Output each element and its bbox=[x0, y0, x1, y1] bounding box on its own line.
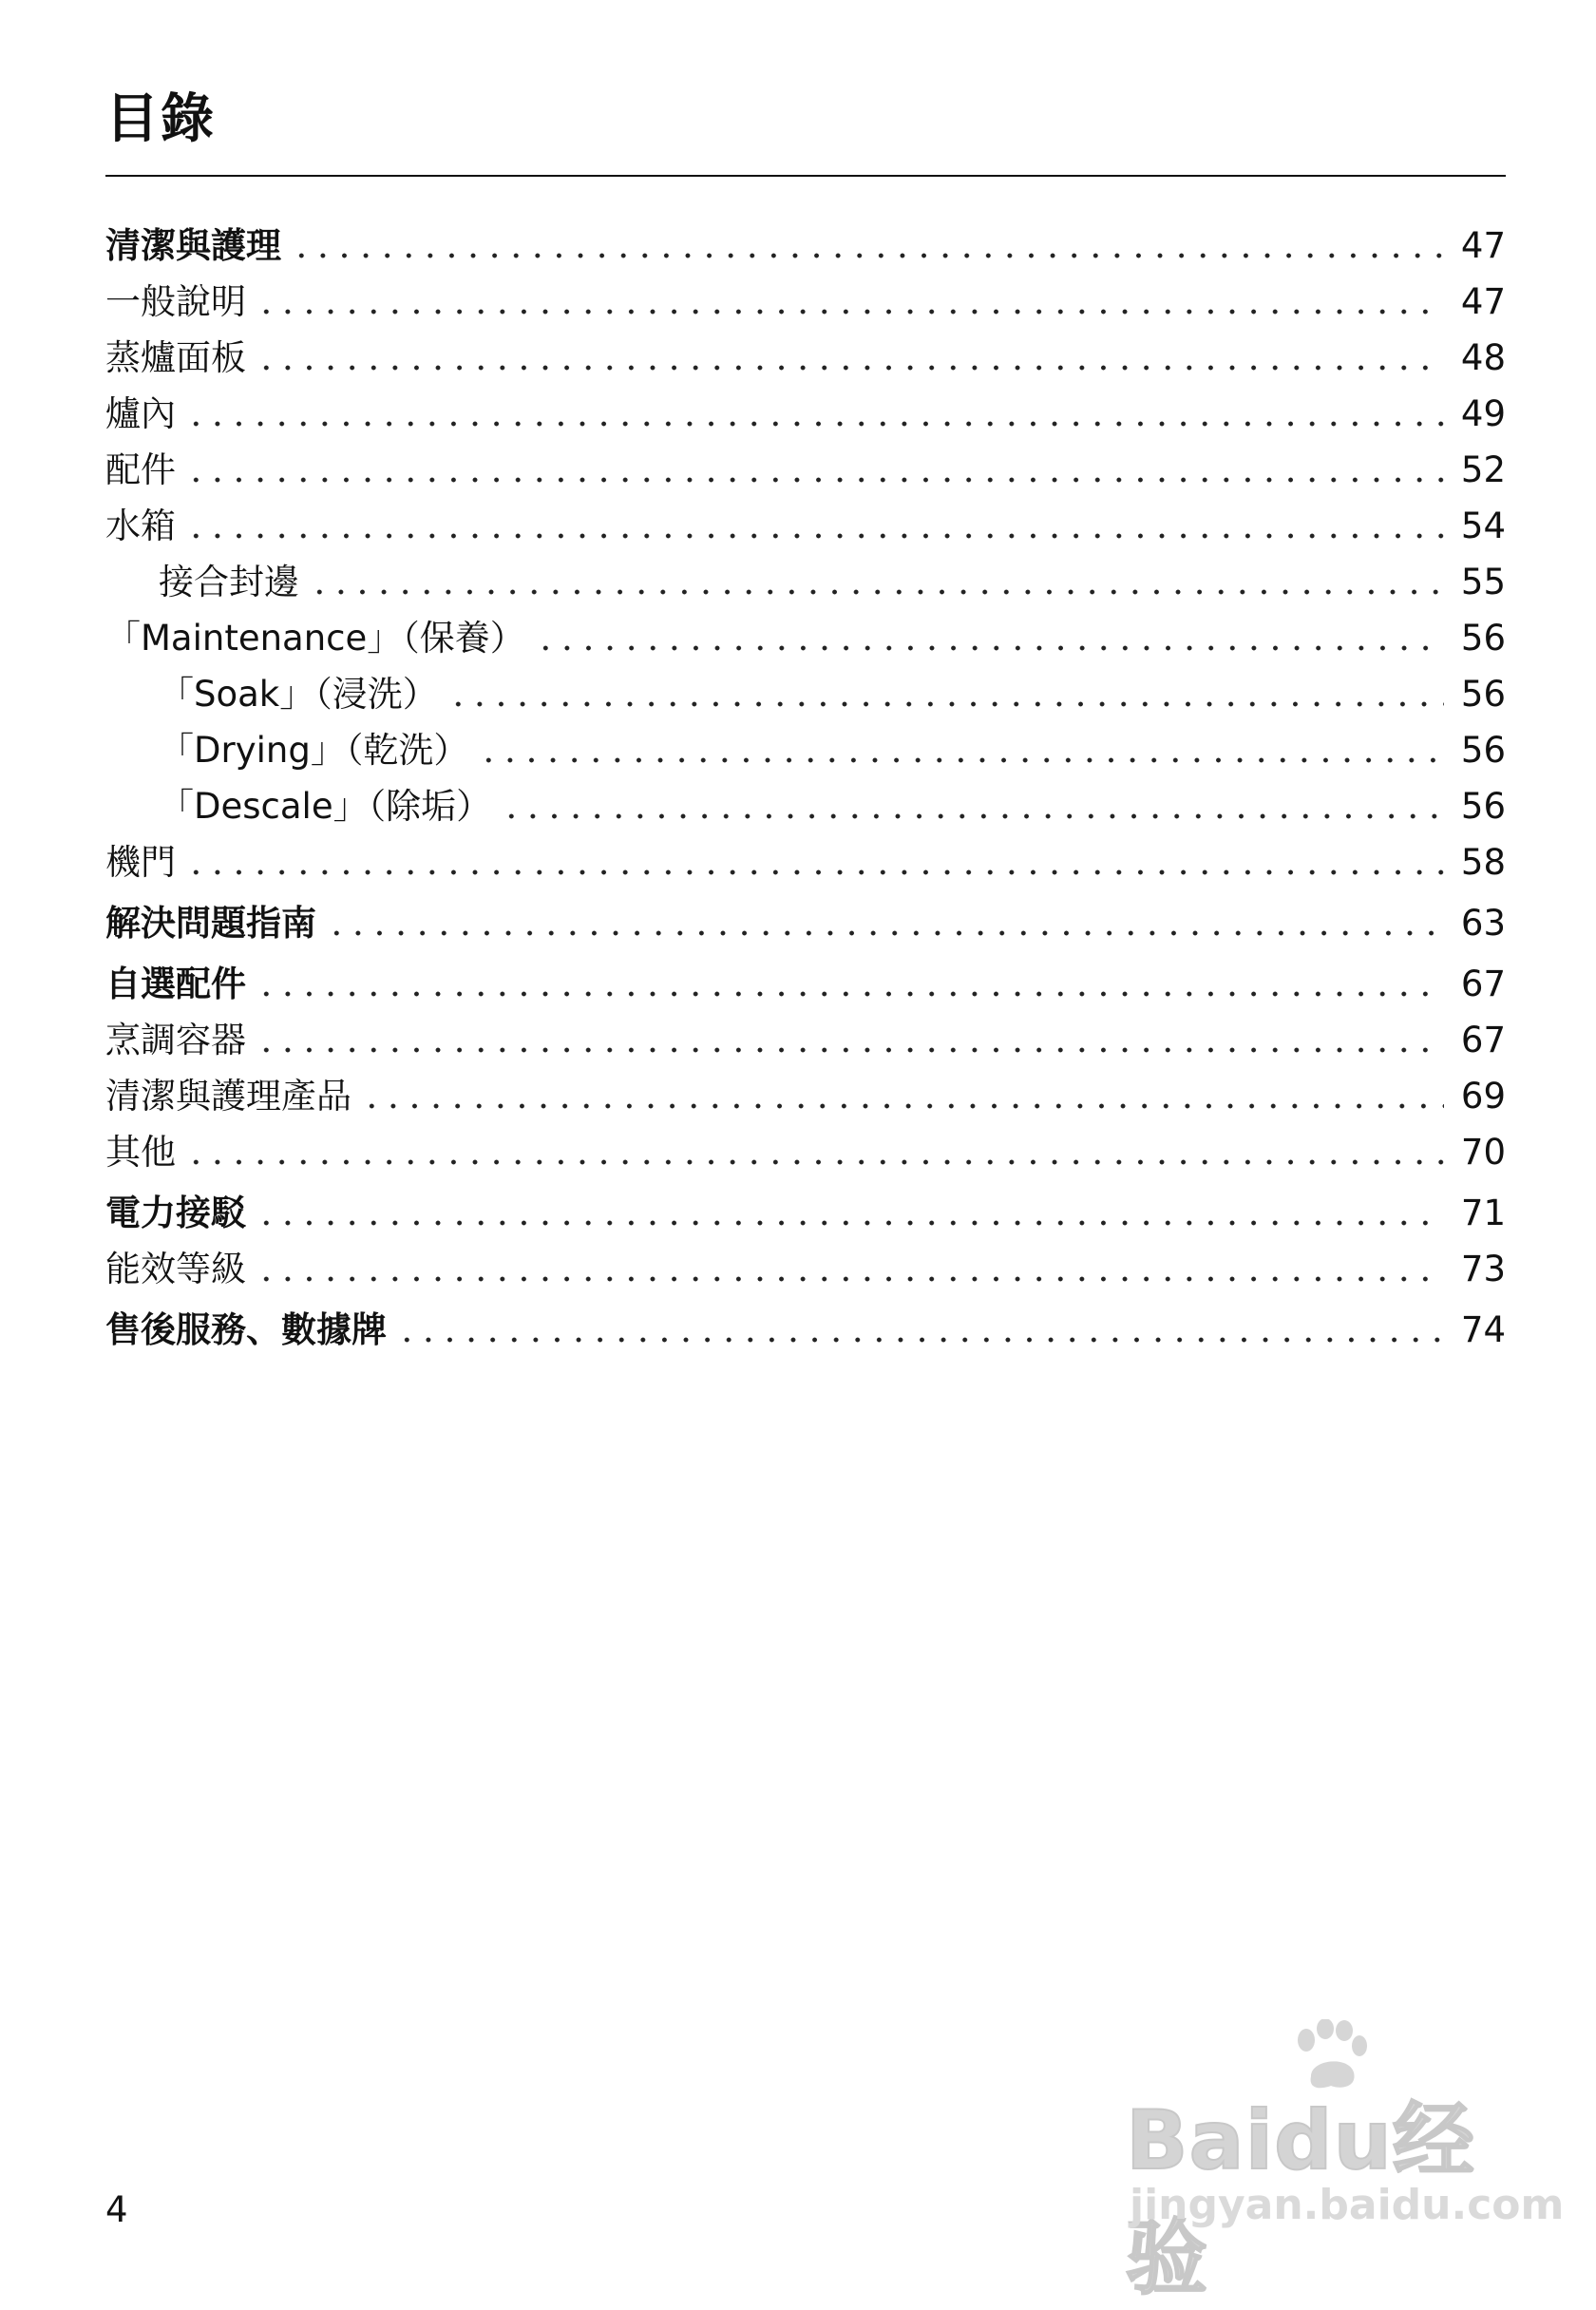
toc-dot-leader bbox=[291, 224, 1444, 259]
toc-entry-page: 67 bbox=[1460, 1020, 1506, 1060]
toc-entry-page: 56 bbox=[1460, 786, 1506, 827]
toc-dot-leader bbox=[256, 963, 1444, 998]
toc-entry-page: 47 bbox=[1460, 225, 1506, 266]
toc-entry-page: 47 bbox=[1460, 281, 1506, 322]
toc-entry bbox=[105, 222, 1506, 266]
toc-entry-label: 「Drying」（乾洗） bbox=[159, 730, 469, 771]
toc-entry bbox=[105, 447, 1506, 490]
toc-entry-page: 56 bbox=[1460, 618, 1506, 659]
toc-dot-leader bbox=[185, 449, 1444, 484]
toc-entry-page: 73 bbox=[1460, 1249, 1506, 1289]
page-title: 目錄 bbox=[105, 88, 216, 150]
table-of-contents bbox=[105, 222, 1506, 1350]
toc-dot-leader bbox=[185, 841, 1444, 876]
toc-entry-page: 58 bbox=[1460, 842, 1506, 883]
toc-entry bbox=[105, 900, 1506, 944]
toc-entry bbox=[105, 671, 1506, 715]
toc-entry bbox=[105, 1246, 1506, 1287]
toc-entry bbox=[105, 783, 1506, 827]
toc-entry-label: 自選配件 bbox=[105, 964, 246, 1004]
toc-entry-label: 解決問題指南 bbox=[105, 903, 316, 944]
toc-entry bbox=[105, 278, 1506, 322]
toc-dot-leader bbox=[447, 673, 1444, 708]
toc-entry-label: 電力接駁 bbox=[105, 1193, 246, 1233]
toc-entry-page: 67 bbox=[1460, 964, 1506, 1004]
toc-entry-label: 水箱 bbox=[105, 506, 176, 546]
toc-entry-label: 機門 bbox=[105, 842, 176, 883]
toc-dot-leader bbox=[185, 505, 1444, 540]
toc-entry-page: 52 bbox=[1460, 449, 1506, 490]
toc-entry-label: 售後服務、數據牌 bbox=[105, 1309, 387, 1350]
title-divider bbox=[105, 175, 1506, 177]
toc-dot-leader bbox=[256, 1248, 1444, 1283]
toc-entry-page: 54 bbox=[1460, 506, 1506, 546]
toc-entry-label: 其他 bbox=[105, 1132, 176, 1173]
toc-entry-page: 48 bbox=[1460, 337, 1506, 378]
page-number: 4 bbox=[105, 2189, 128, 2230]
toc-entry-page: 55 bbox=[1460, 562, 1506, 602]
toc-entry bbox=[105, 839, 1506, 883]
toc-entry-label: 一般說明 bbox=[105, 281, 246, 322]
toc-entry-page: 74 bbox=[1460, 1309, 1506, 1350]
toc-dot-leader bbox=[478, 729, 1444, 764]
watermark bbox=[1126, 2019, 1565, 2306]
toc-entry bbox=[105, 559, 1506, 600]
toc-dot-leader bbox=[185, 1131, 1444, 1166]
toc-entry-label: 「Soak」（浸洗） bbox=[159, 674, 438, 715]
toc-dot-leader bbox=[256, 1192, 1444, 1227]
toc-entry-label: 接合封邊 bbox=[159, 562, 299, 602]
toc-entry-label: 「Maintenance」（保養） bbox=[105, 618, 525, 659]
toc-entry bbox=[105, 727, 1506, 771]
toc-entry bbox=[105, 1190, 1506, 1231]
toc-entry bbox=[105, 615, 1506, 659]
toc-dot-leader bbox=[361, 1075, 1444, 1110]
toc-entry bbox=[105, 503, 1506, 544]
toc-entry bbox=[105, 961, 1506, 1002]
toc-entry bbox=[105, 1073, 1506, 1117]
toc-entry-label: 能效等級 bbox=[105, 1249, 246, 1289]
toc-dot-leader bbox=[185, 392, 1444, 428]
toc-dot-leader bbox=[535, 617, 1444, 652]
toc-entry-label: 蒸爐面板 bbox=[105, 337, 246, 378]
toc-entry-page: 56 bbox=[1460, 730, 1506, 771]
toc-entry-page: 56 bbox=[1460, 674, 1506, 715]
toc-entry-label: 烹調容器 bbox=[105, 1020, 246, 1060]
toc-entry bbox=[105, 1017, 1506, 1058]
watermark-main-text: Baidu经验 bbox=[1126, 2093, 1475, 2306]
toc-entry-page: 63 bbox=[1460, 903, 1506, 944]
toc-entry-label: 「Descale」（除垢） bbox=[159, 786, 492, 827]
toc-dot-leader bbox=[309, 561, 1444, 596]
toc-entry bbox=[105, 1307, 1506, 1350]
toc-dot-leader bbox=[501, 785, 1444, 820]
toc-entry-page: 71 bbox=[1460, 1193, 1506, 1233]
toc-dot-leader bbox=[326, 902, 1444, 937]
toc-entry-label: 清潔與護理 bbox=[105, 225, 281, 266]
toc-dot-leader bbox=[256, 1019, 1444, 1054]
toc-entry bbox=[105, 334, 1506, 378]
toc-entry-page: 69 bbox=[1460, 1076, 1506, 1117]
toc-dot-leader bbox=[396, 1308, 1444, 1344]
toc-dot-leader bbox=[256, 336, 1444, 372]
toc-entry-label: 清潔與護理產品 bbox=[105, 1076, 352, 1117]
watermark-url-text: jingyan.baidu.com bbox=[1130, 2181, 1565, 2229]
toc-entry-page: 49 bbox=[1460, 393, 1506, 434]
toc-entry-label: 配件 bbox=[105, 449, 176, 490]
toc-entry bbox=[105, 1129, 1506, 1173]
toc-entry bbox=[105, 391, 1506, 434]
toc-dot-leader bbox=[256, 280, 1444, 315]
toc-entry-page: 70 bbox=[1460, 1132, 1506, 1173]
toc-entry-label: 爐內 bbox=[105, 393, 176, 434]
